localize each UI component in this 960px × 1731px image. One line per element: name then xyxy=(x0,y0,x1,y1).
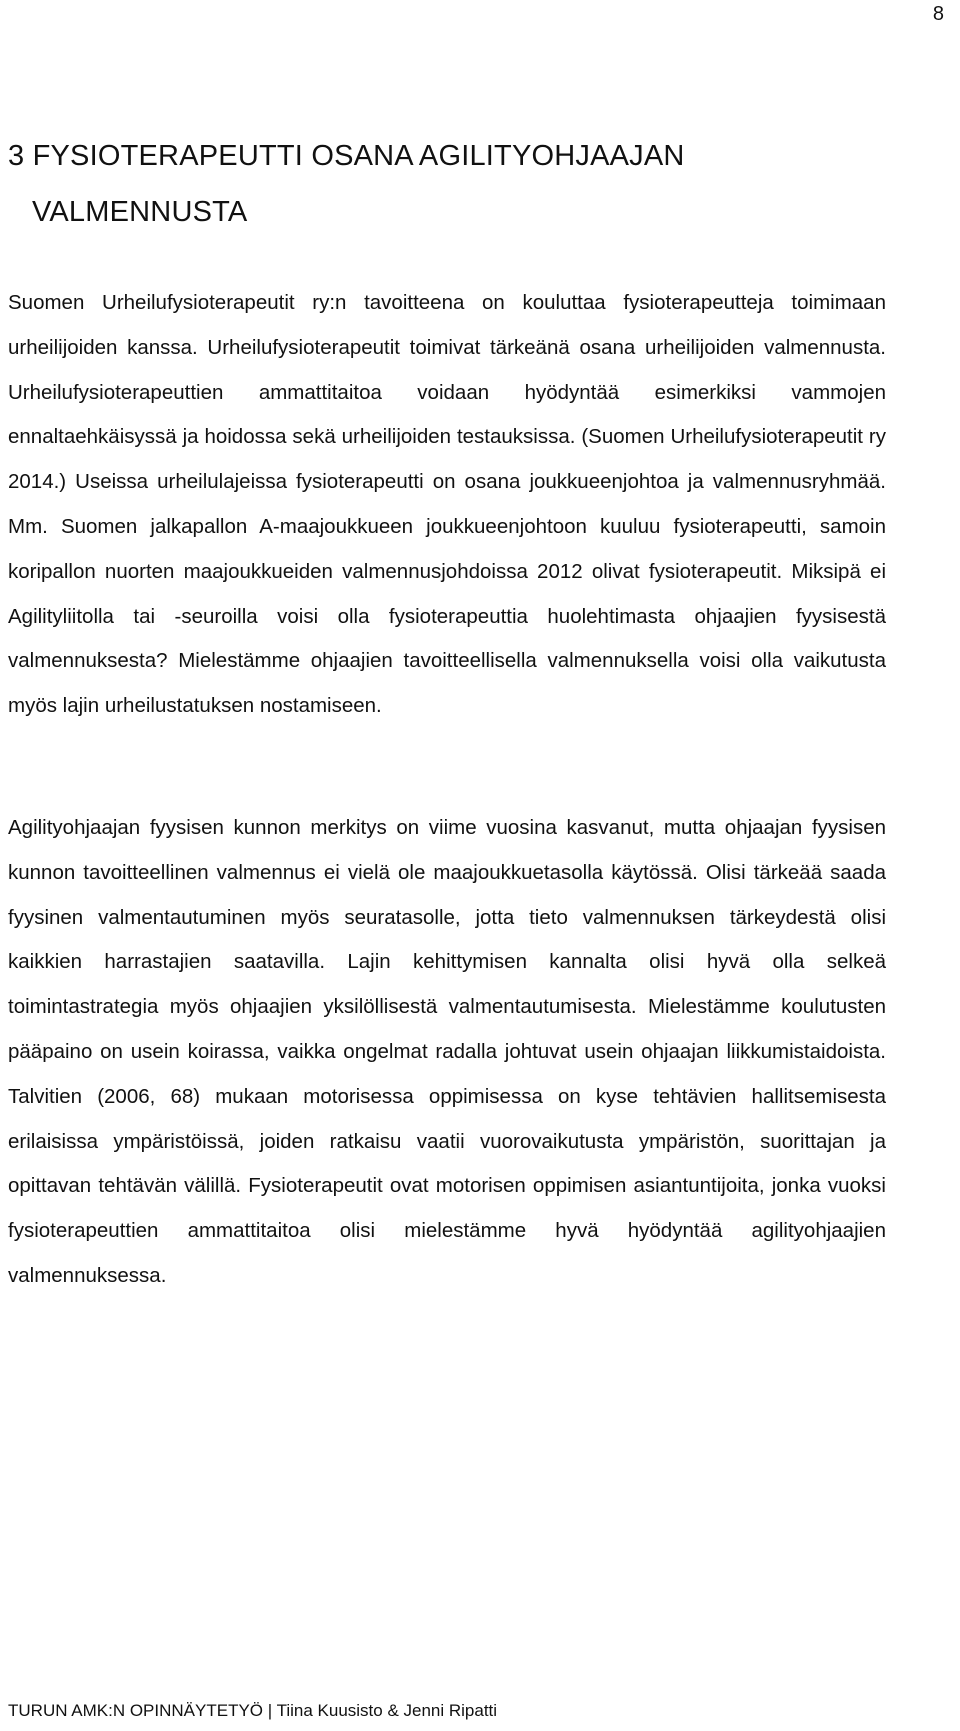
chapter-heading xyxy=(8,128,888,240)
chapter-heading-line2: VALMENNUSTA xyxy=(32,196,248,228)
page-number: 8 xyxy=(932,3,944,25)
body-paragraph: Agilityohjaajan fyysisen kunnon merkitys on viime vuosina kasvanut, mutta ohjaajan fyysisen kunnon tavoitteellinen valmennus ei vielä ole maajoukkuetasolla käytössä. Olisi tärkeää saada fyysinen valmentautuminen myös seuratasolle, jotta tieto valmennuksen tärkeydestä olisi kaikkien harrastajien saatavilla. Lajin kehittymisen kannalta olisi hyvä olla selkeä toimintastrategia myös ohjaajien yksilöllisestä valmentautumisesta. Mielestämme koulutusten pääpaino on usein koirassa, vaikka ongelmat radalla johtuvat usein ohjaajan liikkumistaidoista. Talvitien (2006, 68) mukaan motorisessa oppimisessa on kyse tehtävien hallitsemisesta erilaisissa ympäristöissä, joiden ratkaisu vaatii vuorovaikutusta ympäristön, suorittajan ja opittavan tehtävän välillä. Fysioterapeutit ovat motorisen oppimisen asiantuntijoita, jonka vuoksi fysioterapeuttien ammattitaitoa olisi mielestämme hyvä hyödyntää agilityohjaajien valmennuksessa. xyxy=(8,816,886,1287)
body-paragraph: Suomen Urheilufysioterapeutit ry:n tavoitteena on kouluttaa fysioterapeutteja toimimaan urheilijoiden kanssa. Urheilufysioterapeutit toimivat tärkeänä osana urheilijoiden valmennusta. Urheilufysioterapeuttien ammattitaitoa voidaan hyödyntää esimerkiksi vammojen ennaltaehkäisyssä ja hoidossa sekä urheilijoiden testauksissa. (Suomen Urheilufysioterapeutit ry 2014.) Useissa urheilulajeissa fysioterapeutti on osana joukkueenjohtoa ja valmennusryhmää. Mm. Suomen jalkapallon A-maajoukkueen joukkueenjohtoon kuuluu fysioterapeutti, samoin koripallon nuorten maajoukkueiden valmennusjohdoissa 2012 olivat fysioterapeutit. Miksipä ei Agilityliitolla tai -seuroilla voisi olla fysioterapeuttia huolehtimasta ohjaajien fyysisestä valmennuksesta? Mielestämme ohjaajien tavoitteellisella valmennuksella voisi olla vaikutusta myös lajin urheilustatuksen nostamiseen. xyxy=(8,291,886,718)
chapter-heading-line1: 3 FYSIOTERAPEUTTI OSANA AGILITYOHJAAJAN xyxy=(8,140,685,172)
page-footer: TURUN AMK:N OPINNÄYTETYÖ | Tiina Kuusisto & Jenni Ripatti xyxy=(8,1701,498,1720)
